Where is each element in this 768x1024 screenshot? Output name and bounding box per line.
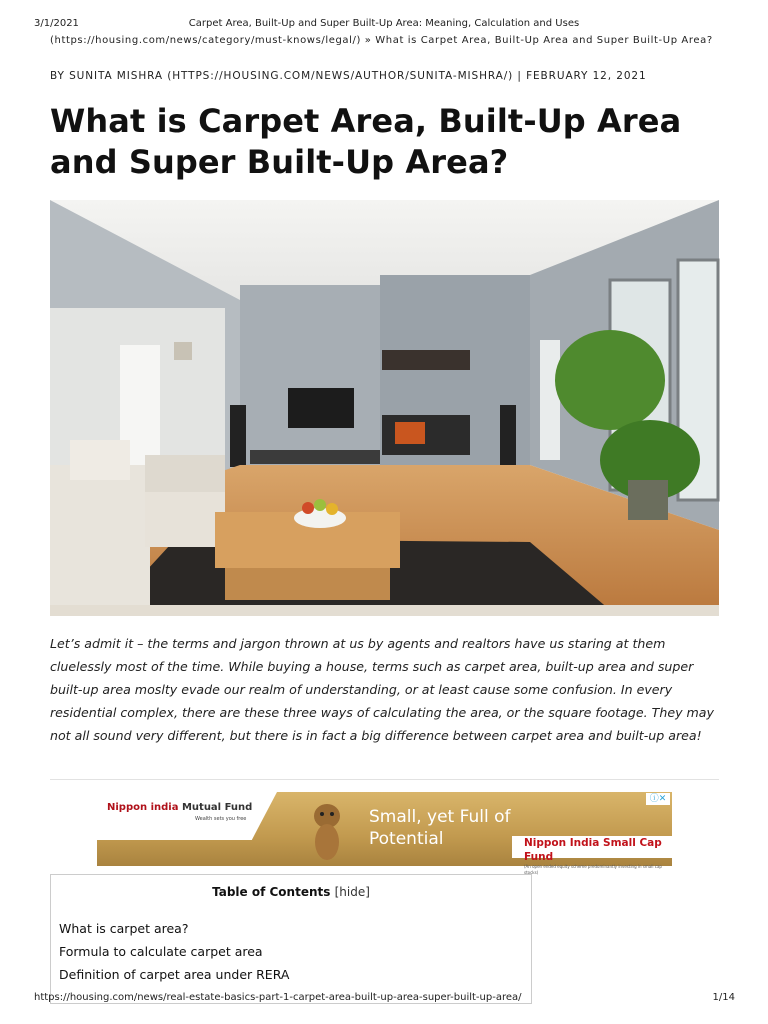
ad-fund-label: Nippon India Small Cap Fund — [524, 837, 662, 863]
adchoices-icon[interactable]: ⓘ✕ — [646, 793, 670, 805]
print-url: https://housing.com/news/real-estate-basics-part-1-carpet-area-built-up-area-super-built-up-area/ — [34, 992, 522, 1003]
ad-fund-name — [512, 836, 672, 875]
page-number: 1/14 — [712, 992, 735, 1003]
toc-hide-link[interactable]: [hide] — [334, 885, 370, 899]
hero-image — [50, 200, 719, 616]
byline[interactable]: BY SUNITA MISHRA (HTTPS://HOUSING.COM/NEWS/AUTHOR/SUNITA-MISHRA/) | FEBRUARY 12, 2021 — [50, 70, 647, 82]
breadcrumb[interactable]: (https://housing.com/news/category/must-knows/legal/) » What is Carpet Area, Built-Up Area and Super Built-Up Area? — [50, 35, 713, 46]
nippon-logo — [107, 802, 252, 813]
advertisement-banner[interactable] — [97, 792, 672, 875]
print-date: 3/1/2021 — [34, 18, 79, 29]
ad-logo-panel — [97, 792, 277, 840]
living-room-photo — [50, 200, 719, 616]
ad-fine-print: (An open ended equity scheme predominantly investing in small cap stocks) — [524, 864, 662, 875]
logo-part-3: Mutual Fund — [178, 802, 253, 813]
logo-part-2: india — [150, 802, 179, 813]
divider — [50, 779, 719, 780]
print-title: Carpet Area, Built-Up and Super Built-Up Area: Meaning, Calculation and Uses — [188, 18, 580, 29]
toc-title — [51, 885, 531, 899]
toc-item[interactable]: What is carpet area? — [59, 921, 189, 936]
table-of-contents — [50, 874, 532, 1004]
page-title: What is Carpet Area, Built-Up Area and Super Built-Up Area? — [50, 102, 682, 181]
intro-paragraph: Let’s admit it – the terms and jargon thrown at us by agents and realtors have us staring at them cluelessly most of the time. While buying a house, terms such as carpet area, built-up area and super built-up area moslty evade our realm of understanding, or at least cause some confusion. In every residential complex, there are these three ways of calculating the area, or the square footage. They may not all sound very different, but there is in fact a big difference between carpet area and built-up area! — [50, 636, 714, 743]
logo-part-1: Nippon — [107, 802, 151, 813]
toc-heading: Table of Contents — [212, 885, 331, 899]
ad-tagline: Wealth sets you free — [195, 816, 247, 822]
lion-cub-icon — [302, 798, 352, 864]
toc-item[interactable]: Formula to calculate carpet area — [59, 944, 263, 959]
toc-item[interactable]: Definition of carpet area under RERA — [59, 967, 290, 982]
ad-headline: Small, yet Full of Potential — [369, 807, 511, 849]
